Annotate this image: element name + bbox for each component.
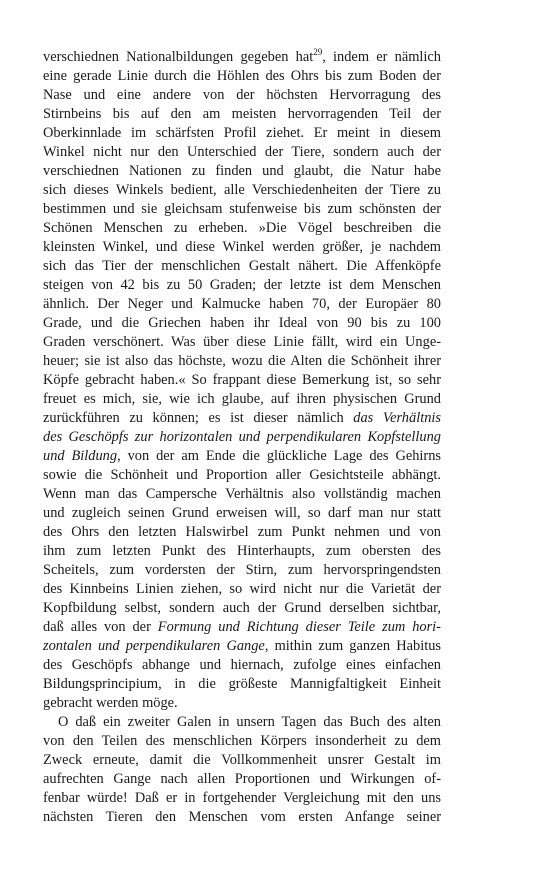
text-line: O daß ein zweiter Galen in unsern Tagen das Buch des alten <box>58 714 441 730</box>
text-line: fenbar würde! Daß er in fortgehender Vergleichung mit den uns <box>43 790 441 806</box>
text-line: ihm zum letzten Punkt des Hinterhaupts, zum obersten des <box>43 543 441 559</box>
text-line: ähnlich. Der Neger und Kalmucke haben 70, der Europäer 80 <box>43 296 441 312</box>
emphasis: und Bildung <box>43 448 118 464</box>
text-line: steigen von 42 bis zu 50 Graden; der letzte ist dem Menschen <box>43 277 441 293</box>
text-line: Kopfbildung selbst, sondern auch der Grund derselben sichtbar, <box>43 600 441 616</box>
text-line: aufrechten Gange nach allen Proportionen und Wirkungen of- <box>43 771 441 787</box>
footnote-reference: 29 <box>313 47 323 57</box>
text-line: von den Teilen des menschlichen Körpers insonderheit zu dem <box>43 733 441 749</box>
text-line: sich das Tier der menschlichen Gestalt nähert. Die Affenköpfe <box>43 258 441 274</box>
text-line: eine gerade Linie durch die Höhlen des Ohrs bis zum Boden der <box>43 68 441 84</box>
text-line: heuer; sie ist also das höchste, wozu die Alten die Schönheit ihrer <box>43 353 441 369</box>
text-line: zontalen und perpendikularen Gange, mithin zum ganzen Habitus <box>43 638 441 654</box>
text-line <box>43 428 441 447</box>
emphasis: des Geschöpfs zur horizontalen und perpendikularen Kopfstellung <box>43 429 441 445</box>
text-line: Oberkinnlade im schärfsten Profil ziehet. Er meint in diesem <box>43 125 441 141</box>
text-line: verschiednen Nationalbildungen gegeben hat$^{29}$, indem er nämlich <box>43 47 441 65</box>
emphasis: das Verhältnis <box>353 410 441 426</box>
text-line: nächsten Tieren den Menschen vom ersten Anfange seiner <box>43 809 441 825</box>
text-line: bestimmen und sie gleichsam stufenweise bis zum schönsten der <box>43 201 441 217</box>
text-line: Köpfe gebracht haben.« So frappant diese Bemerkung ist, so sehr <box>43 372 441 388</box>
emphasis: zontalen und perpendikularen Gange <box>43 638 265 654</box>
text-line: Nase und eine andere von der höchsten Hervorragung des <box>43 87 441 103</box>
text-line: Zweck erneute, damit die Vollkommenheit unsrer Gestalt im <box>43 752 441 768</box>
text-line: sich dieses Winkels bedient, alle Verschiedenheiten der Tiere zu <box>43 182 441 198</box>
text-line: Bildungsprincipium, in die größeste Mannigfaltigkeit Einheit <box>43 676 441 692</box>
text-line: Winkel nicht nur den Unterschied der Tiere, sondern auch der <box>43 144 441 160</box>
text-line: Wenn man das Campersche Verhältnis also vollständig machen <box>43 486 441 502</box>
text-line: des Geschöpfs abhange und hiernach, zufolge eines einfachen <box>43 657 441 673</box>
text-line: und zugleich seinen Grund erweisen will, so darf man nur statt <box>43 505 441 521</box>
text-line: des Ohrs den letzten Halswirbel zum Punkt nehmen und von <box>43 524 441 540</box>
text-line: gebracht werden möge. <box>43 695 178 711</box>
text-line: daß alles von der Formung und Richtung dieser Teile zum hori- <box>43 619 441 635</box>
text-line: Stirnbeins bis auf den am meisten hervorragenden Teil der <box>43 106 441 122</box>
text-line: Scheitels, zum vordersten der Stirn, zum hervorspringendsten <box>43 562 441 578</box>
text-line: des Kinnbeins Linien ziehen, so wird nicht nur die Varietät der <box>43 581 441 597</box>
text-line: sowie die Schönheit und Proportion aller Gesichtsteile abhängt. <box>43 467 441 483</box>
text-line: freuet es mich, sie, wie ich glaube, auf ihren physischen Grund <box>43 391 441 407</box>
text-line: zurückführen zu können; es ist dieser nämlich das Verhältnis <box>43 410 441 426</box>
text-line: Schönen Menschen zu erheben. »Die Vögel beschreiben die <box>43 220 441 236</box>
text-line: und Bildung, von der am Ende die glückliche Lage des Gehirns <box>43 448 441 464</box>
text-line: Graden verschönert. Was über diese Linie fällt, wird ein Unge- <box>43 334 441 350</box>
emphasis: Formung und Richtung dieser Teile zum hori- <box>157 619 441 635</box>
text-line: Grade, und die Griechen haben ihr Ideal von 90 bis zu 100 <box>43 315 441 331</box>
text-line: verschiednen Nationen zu finden und glaubt, die Natur habe <box>43 163 441 179</box>
text-line: kleinsten Winkel, und diese Winkel werden größer, je nachdem <box>43 239 441 255</box>
